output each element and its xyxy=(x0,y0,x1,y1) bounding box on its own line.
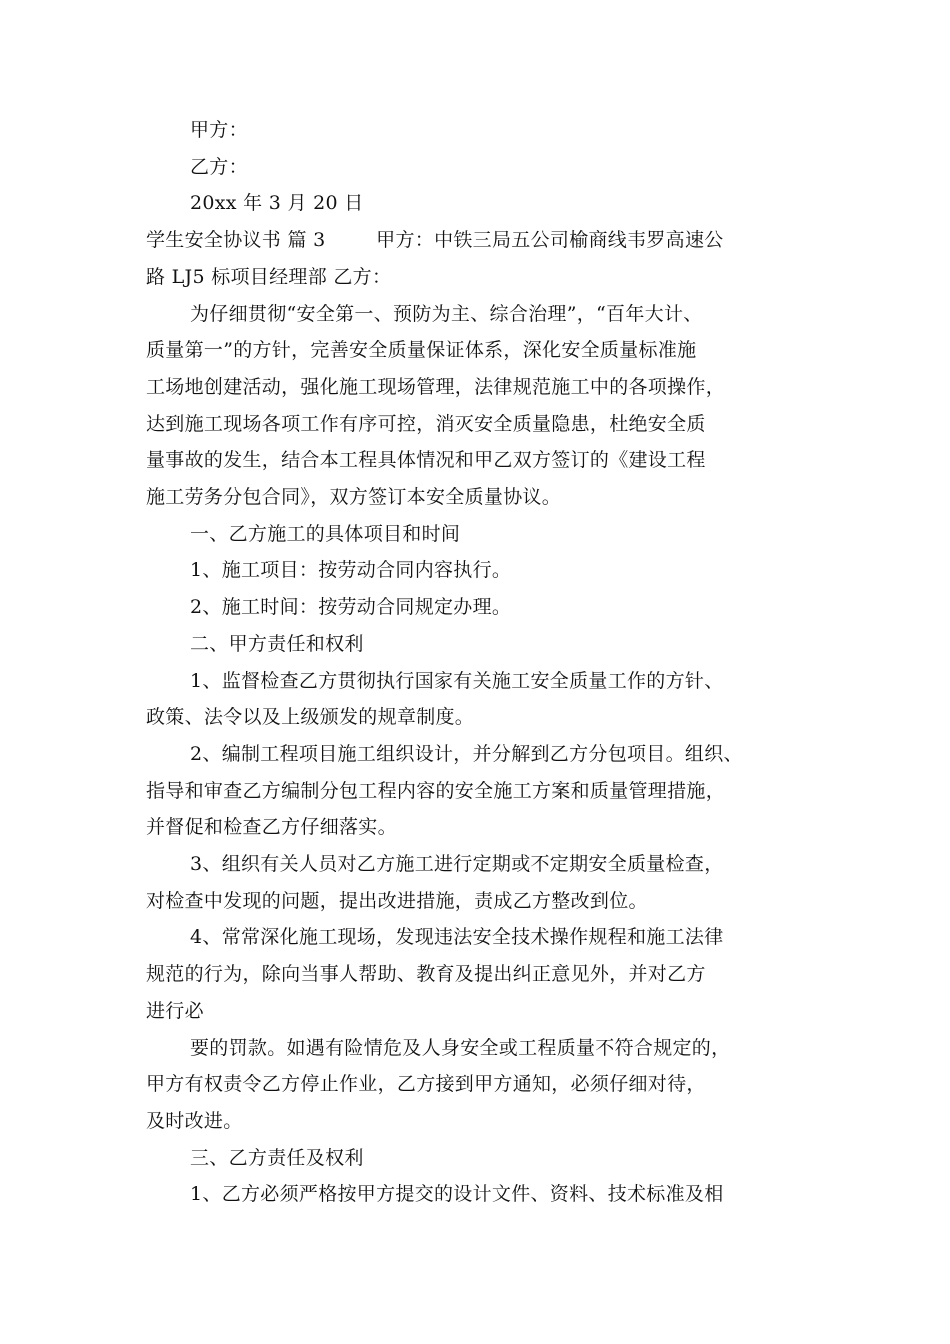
list-item: 2、编制工程项目施工组织设计，并分解到乙方分包项目。组织、 xyxy=(190,742,743,765)
paragraph-line: 质量第一”的方针，完善安全质量保证体系，深化安全质量标准施 xyxy=(146,339,697,362)
text-line: 甲方： xyxy=(190,119,248,141)
section-title: 三、乙方责任及权利 xyxy=(190,1146,364,1169)
section-heading-line: 学生安全协议书 篇 3 甲方：中铁三局五公司榆商线韦罗高速公 xyxy=(146,229,724,252)
paragraph-line: 工场地创建活动，强化施工现场管理，法律规范施工中的各项操作， xyxy=(146,375,726,398)
list-item: 1、乙方必须严格按甲方提交的设计文件、资料、技术标准及相 xyxy=(190,1183,724,1206)
paragraph-line: 甲方有权责令乙方停止作业，乙方接到甲方通知，必须仔细对待， xyxy=(146,1073,706,1096)
list-item-continuation: 政策、法令以及上级颁发的规章制度。 xyxy=(146,706,475,729)
paragraph-line: 为仔细贯彻“安全第一、预防为主、综合治理”，“百年大计、 xyxy=(190,302,703,325)
list-item: 2、施工时间：按劳动合同规定办理。 xyxy=(190,596,512,619)
text-line: 20xx 年 3 月 20 日 xyxy=(190,192,364,215)
paragraph-line: 及时改进。 xyxy=(146,1109,243,1132)
list-item-continuation: 对检查中发现的问题，提出改进措施，责成乙方整改到位。 xyxy=(146,889,648,912)
paragraph-line: 要的罚款。如遇有险情危及人身安全或工程质量不符合规定的， xyxy=(190,1036,731,1059)
list-item-continuation: 进行必 xyxy=(146,999,204,1022)
list-item-continuation: 并督促和检查乙方仔细落实。 xyxy=(146,816,397,839)
text-line: 路 LJ5 标项目经理部 乙方： xyxy=(146,265,392,288)
section-title: 二、甲方责任和权利 xyxy=(190,632,364,655)
list-item: 1、施工项目：按劳动合同内容执行。 xyxy=(190,559,512,582)
list-item-continuation: 指导和审查乙方编制分包工程内容的安全施工方案和质量管理措施， xyxy=(146,779,726,802)
section-title: 一、乙方施工的具体项目和时间 xyxy=(190,522,461,545)
list-item: 1、监督检查乙方贯彻执行国家有关施工安全质量工作的方针、 xyxy=(190,669,724,692)
document-body xyxy=(146,112,818,1213)
paragraph-line: 达到施工现场各项工作有序可控，消灭安全质量隐患，杜绝安全质 xyxy=(146,412,706,435)
paragraph-line: 施工劳务分包合同》，双方签订本安全质量协议。 xyxy=(146,486,562,509)
text-line: 乙方： xyxy=(190,155,248,178)
list-item: 4、常常深化施工现场，发现违法安全技术操作规程和施工法律 xyxy=(190,926,724,949)
list-item-continuation: 规范的行为，除向当事人帮助、教育及提出纠正意见外，并对乙方 xyxy=(146,963,706,986)
paragraph-line: 量事故的发生，结合本工程具体情况和甲乙双方签订的《建设工程 xyxy=(146,449,706,472)
list-item: 3、组织有关人员对乙方施工进行定期或不定期安全质量检查， xyxy=(190,853,724,876)
